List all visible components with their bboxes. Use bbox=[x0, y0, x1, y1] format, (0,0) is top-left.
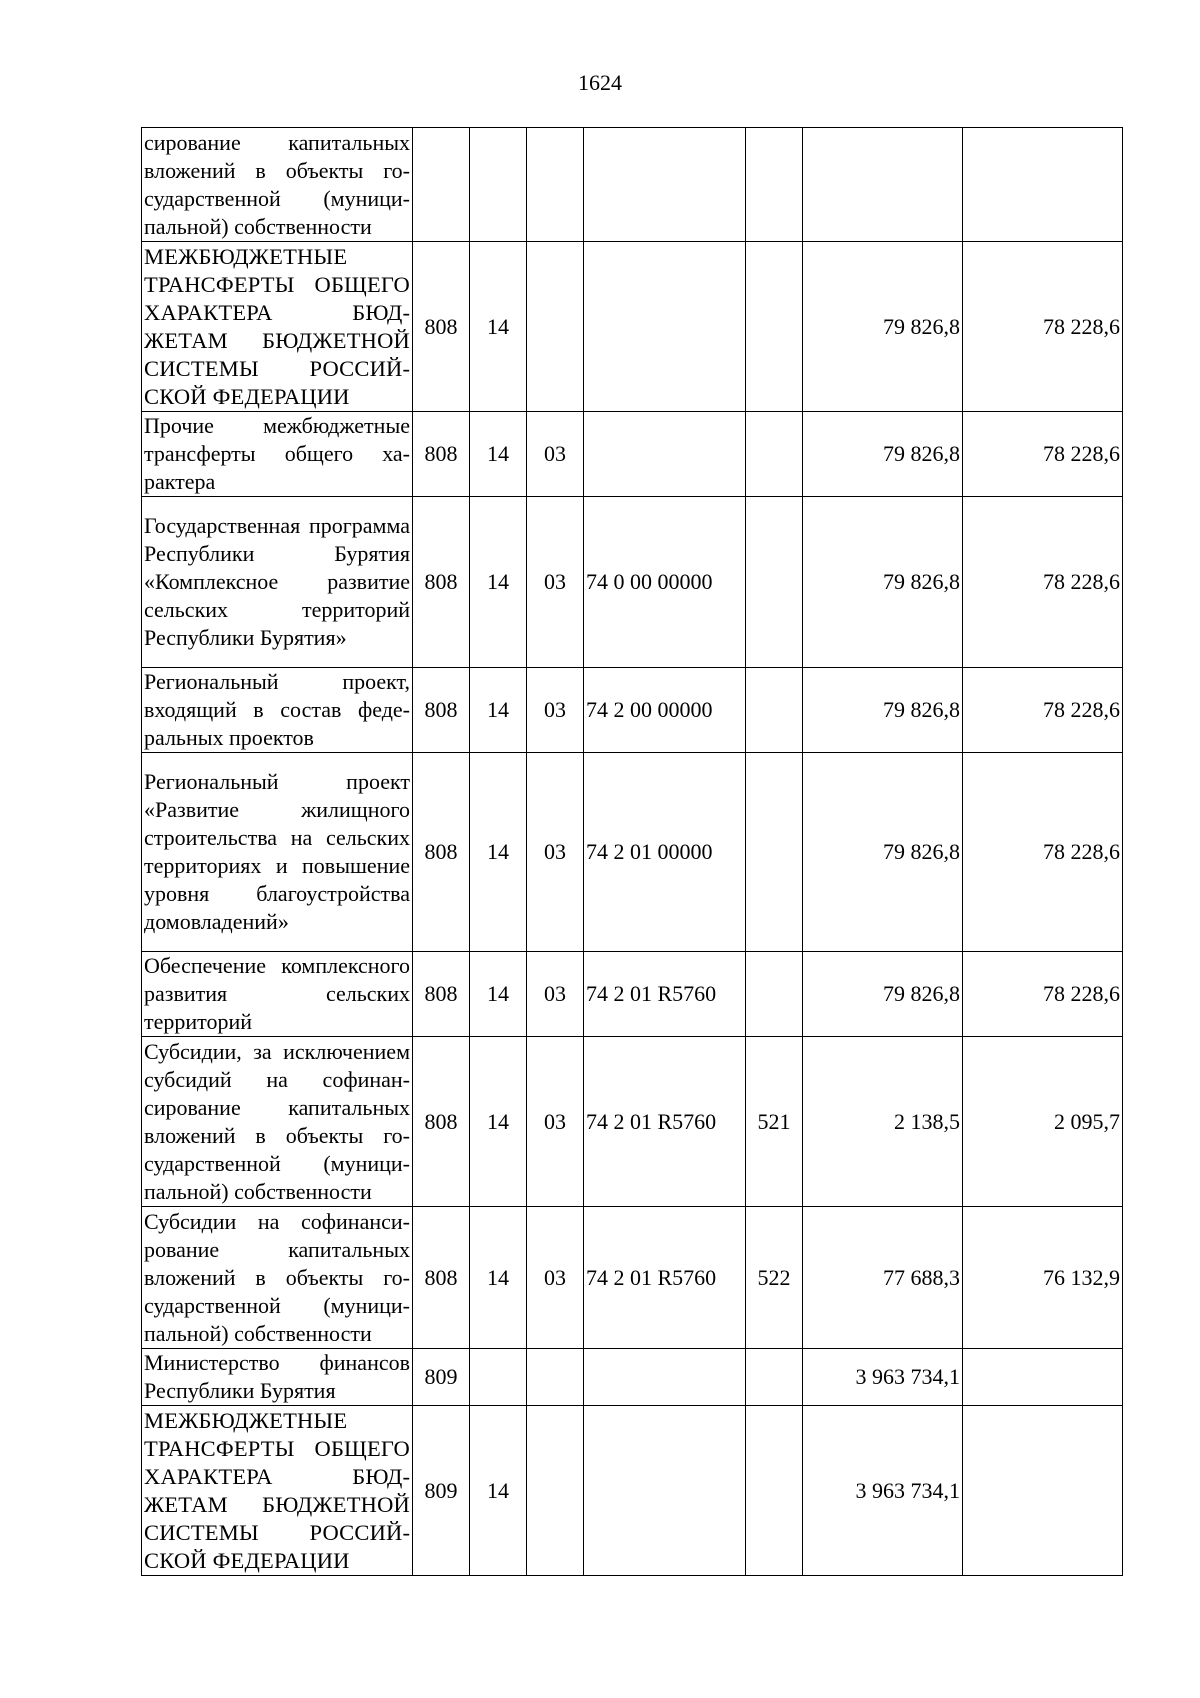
ministry-code-cell: 808 bbox=[413, 952, 470, 1037]
ministry-code-cell: 809 bbox=[413, 1349, 470, 1406]
ministry-code-cell: 808 bbox=[413, 1037, 470, 1207]
row-name-cell: Министерство финансов Республики Бурятия bbox=[142, 1349, 413, 1406]
ministry-code-cell bbox=[413, 128, 470, 242]
target-article-cell: 74 2 01 R5760 bbox=[584, 1207, 746, 1349]
row-name-cell: Субсидии на софинансирование капитальных вложений в объекты государственной (муниципальной) собственности bbox=[142, 1207, 413, 1349]
amount-cell-1: 3 963 734,1 bbox=[803, 1349, 963, 1406]
table-row bbox=[142, 753, 1123, 952]
section-code-cell: 14 bbox=[470, 1207, 527, 1349]
table-row bbox=[142, 1037, 1123, 1207]
amount-cell-2: 78 228,6 bbox=[963, 753, 1123, 952]
subsection-code-cell bbox=[527, 1349, 584, 1406]
amount-cell-1: 3 963 734,1 bbox=[803, 1406, 963, 1576]
expense-type-cell bbox=[746, 497, 803, 668]
target-article-cell: 74 2 01 R5760 bbox=[584, 1037, 746, 1207]
subsection-code-cell: 03 bbox=[527, 412, 584, 497]
amount-cell-2 bbox=[963, 1349, 1123, 1406]
amount-cell-1: 2 138,5 bbox=[803, 1037, 963, 1207]
target-article-cell bbox=[584, 412, 746, 497]
row-name-cell: Государственная программа Республики Бурятия «Комплексное развитие сельских территорий Республики Бурятия» bbox=[142, 497, 413, 668]
amount-cell-2 bbox=[963, 1406, 1123, 1576]
expense-type-cell: 522 bbox=[746, 1207, 803, 1349]
subsection-code-cell: 03 bbox=[527, 753, 584, 952]
subsection-code-cell: 03 bbox=[527, 952, 584, 1037]
ministry-code-cell: 808 bbox=[413, 753, 470, 952]
amount-cell-1: 79 826,8 bbox=[803, 952, 963, 1037]
target-article-cell: 74 2 01 00000 bbox=[584, 753, 746, 952]
expense-type-cell bbox=[746, 412, 803, 497]
ministry-code-cell: 808 bbox=[413, 497, 470, 668]
subsection-code-cell: 03 bbox=[527, 668, 584, 753]
expense-type-cell bbox=[746, 1349, 803, 1406]
section-code-cell: 14 bbox=[470, 497, 527, 668]
amount-cell-2: 76 132,9 bbox=[963, 1207, 1123, 1349]
target-article-cell: 74 0 00 00000 bbox=[584, 497, 746, 668]
row-name-cell: Региональный проект «Развитие жилищного строительства на сельских территориях и повышение уровня благоустройства домовладений» bbox=[142, 753, 413, 952]
table-row bbox=[142, 412, 1123, 497]
subsection-code-cell: 03 bbox=[527, 1037, 584, 1207]
row-name-cell: Региональный проект, входящий в состав федеральных проектов bbox=[142, 668, 413, 753]
section-code-cell: 14 bbox=[470, 952, 527, 1037]
amount-cell-1: 77 688,3 bbox=[803, 1207, 963, 1349]
expense-type-cell: 521 bbox=[746, 1037, 803, 1207]
target-article-cell bbox=[584, 242, 746, 412]
table-row bbox=[142, 952, 1123, 1037]
section-code-cell: 14 bbox=[470, 668, 527, 753]
target-article-cell: 74 2 01 R5760 bbox=[584, 952, 746, 1037]
amount-cell-1: 79 826,8 bbox=[803, 753, 963, 952]
row-name-cell: Субсидии, за исключением субсидий на софинансирование капитальных вложений в объекты государственной (муниципальной) собственности bbox=[142, 1037, 413, 1207]
subsection-code-cell: 03 bbox=[527, 497, 584, 668]
expense-type-cell bbox=[746, 1406, 803, 1576]
amount-cell-2: 78 228,6 bbox=[963, 497, 1123, 668]
row-name-cell: сирование капитальных вложений в объекты государственной (муниципальной) собственности bbox=[142, 128, 413, 242]
ministry-code-cell: 808 bbox=[413, 412, 470, 497]
table-row bbox=[142, 128, 1123, 242]
row-name-cell: Прочие межбюджетные трансферты общего характера bbox=[142, 412, 413, 497]
amount-cell-2: 78 228,6 bbox=[963, 242, 1123, 412]
subsection-code-cell bbox=[527, 1406, 584, 1576]
page-number: 1624 bbox=[578, 70, 622, 95]
expense-type-cell bbox=[746, 128, 803, 242]
expense-type-cell bbox=[746, 668, 803, 753]
section-code-cell: 14 bbox=[470, 1037, 527, 1207]
table-row bbox=[142, 497, 1123, 668]
table-row bbox=[142, 1406, 1123, 1576]
section-code-cell: 14 bbox=[470, 242, 527, 412]
amount-cell-1: 79 826,8 bbox=[803, 497, 963, 668]
table-row bbox=[142, 242, 1123, 412]
expense-type-cell bbox=[746, 242, 803, 412]
amount-cell-1: 79 826,8 bbox=[803, 412, 963, 497]
budget-table bbox=[141, 127, 1123, 1576]
section-code-cell bbox=[470, 1349, 527, 1406]
section-code-cell: 14 bbox=[470, 412, 527, 497]
amount-cell-2: 78 228,6 bbox=[963, 952, 1123, 1037]
amount-cell-1 bbox=[803, 128, 963, 242]
ministry-code-cell: 808 bbox=[413, 242, 470, 412]
row-name-cell: МЕЖБЮДЖЕТНЫЕ ТРАНСФЕРТЫ ОБЩЕГО ХАРАКТЕРА БЮДЖЕТАМ БЮДЖЕТНОЙ СИСТЕМЫ РОССИЙСКОЙ ФЕДЕРАЦИИ bbox=[142, 242, 413, 412]
ministry-code-cell: 809 bbox=[413, 1406, 470, 1576]
section-code-cell: 14 bbox=[470, 1406, 527, 1576]
subsection-code-cell: 03 bbox=[527, 1207, 584, 1349]
table-row bbox=[142, 1207, 1123, 1349]
target-article-cell bbox=[584, 128, 746, 242]
table-row bbox=[142, 1349, 1123, 1406]
amount-cell-2: 78 228,6 bbox=[963, 412, 1123, 497]
target-article-cell bbox=[584, 1406, 746, 1576]
expense-type-cell bbox=[746, 952, 803, 1037]
target-article-cell: 74 2 00 00000 bbox=[584, 668, 746, 753]
amount-cell-2 bbox=[963, 128, 1123, 242]
row-name-cell: МЕЖБЮДЖЕТНЫЕ ТРАНСФЕРТЫ ОБЩЕГО ХАРАКТЕРА БЮДЖЕТАМ БЮДЖЕТНОЙ СИСТЕМЫ РОССИЙСКОЙ ФЕДЕРАЦИИ bbox=[142, 1406, 413, 1576]
ministry-code-cell: 808 bbox=[413, 668, 470, 753]
ministry-code-cell: 808 bbox=[413, 1207, 470, 1349]
amount-cell-2: 78 228,6 bbox=[963, 668, 1123, 753]
row-name-cell: Обеспечение комплексного развития сельских территорий bbox=[142, 952, 413, 1037]
amount-cell-1: 79 826,8 bbox=[803, 668, 963, 753]
expense-type-cell bbox=[746, 753, 803, 952]
section-code-cell bbox=[470, 128, 527, 242]
amount-cell-1: 79 826,8 bbox=[803, 242, 963, 412]
table-row bbox=[142, 668, 1123, 753]
subsection-code-cell bbox=[527, 242, 584, 412]
target-article-cell bbox=[584, 1349, 746, 1406]
section-code-cell: 14 bbox=[470, 753, 527, 952]
subsection-code-cell bbox=[527, 128, 584, 242]
amount-cell-2: 2 095,7 bbox=[963, 1037, 1123, 1207]
